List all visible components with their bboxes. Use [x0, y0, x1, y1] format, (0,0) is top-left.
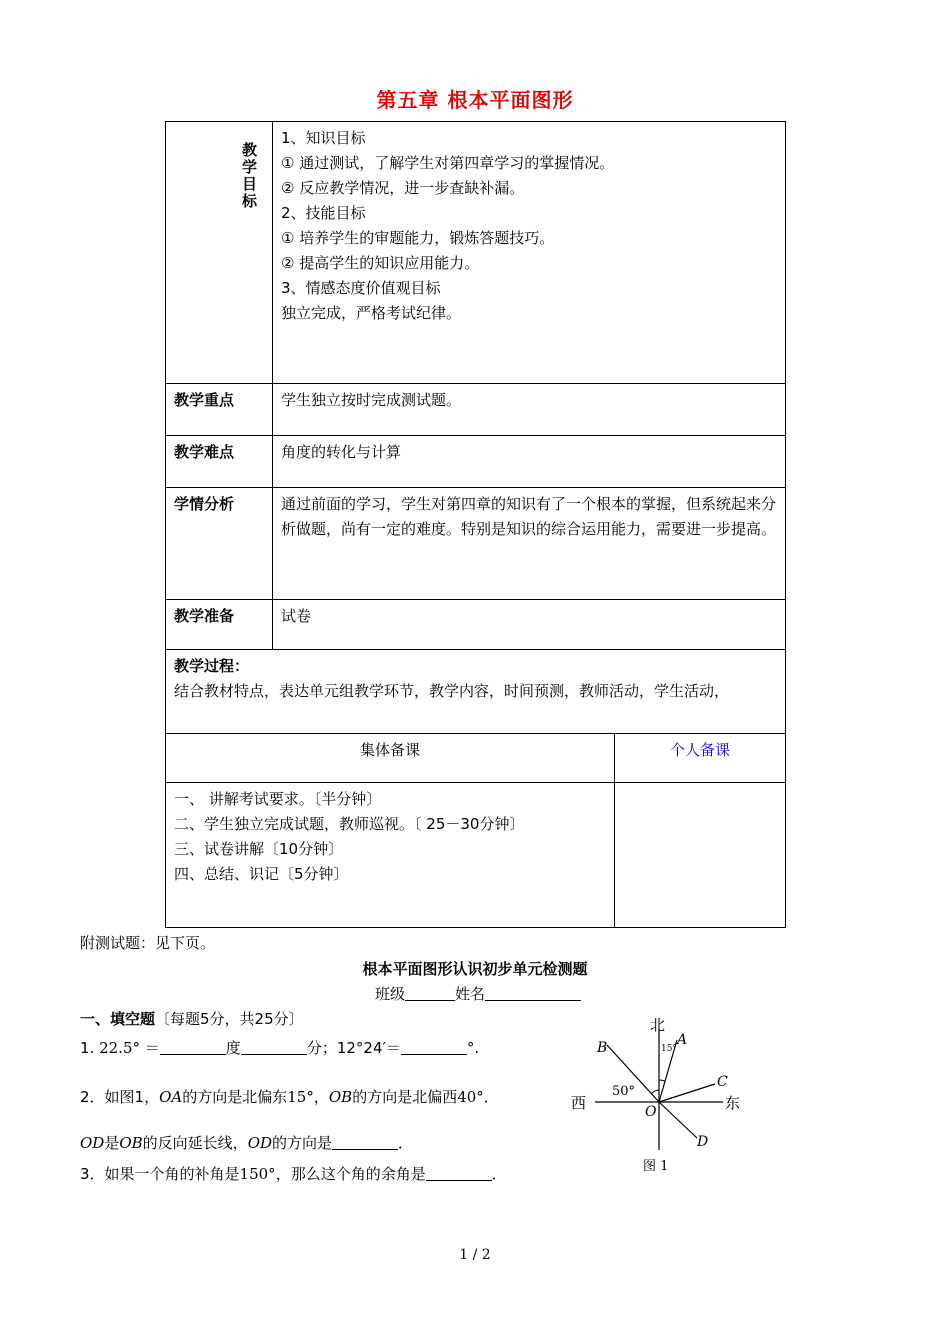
step-line: 二、学生独立完成试题，教师巡视。〔 25－30分钟〕: [174, 814, 525, 833]
question-3: [80, 1163, 507, 1184]
section-title: 一、填空题: [80, 1010, 156, 1028]
angle-arc-a: [659, 1080, 665, 1081]
q2-prefix: 2．如图1，: [80, 1088, 160, 1106]
q2-direction-text-2: 的方向是北偏西: [352, 1088, 458, 1106]
q1-answer-blank[interactable]: [401, 1038, 467, 1055]
compass-figure: [565, 1010, 755, 1180]
objective-line: ① 培养学生的审题能力，锻炼答题技巧。: [281, 229, 555, 247]
q3-angle: 150°: [239, 1165, 276, 1183]
page-title: 第五章 根本平面图形: [376, 88, 574, 112]
q2-angle-2: 40°: [457, 1088, 484, 1106]
point-a-label: A: [677, 1032, 688, 1048]
prep-split-row: [166, 734, 786, 928]
step-line: 一、 讲解考试要求。〔半分钟〕: [174, 789, 382, 808]
step-line: 四、总结、识记〔5分钟〕: [174, 864, 349, 883]
q3-answer-blank[interactable]: [426, 1164, 492, 1181]
q1-minute-blank[interactable]: [241, 1038, 307, 1055]
west-label: 西: [571, 1094, 587, 1112]
figure-caption: 图 1: [643, 1159, 669, 1174]
process-cell: [166, 650, 786, 734]
q2-separator: ，: [313, 1088, 329, 1106]
prep-split-table: [166, 734, 785, 927]
question-1: [80, 1037, 479, 1058]
objective-line: 2、技能目标: [281, 204, 366, 222]
page-number: 1 / 2: [459, 1247, 491, 1263]
q2-angle-1: 15°: [287, 1088, 314, 1106]
point-c-label: C: [717, 1074, 728, 1090]
process-text-cell: [166, 650, 785, 708]
question-2a: [80, 1086, 499, 1107]
objectives-label: 教学目标: [240, 142, 258, 210]
angle-arc-b: [651, 1090, 659, 1094]
q2-ob: OB: [328, 1088, 353, 1106]
q2b-od-2: OD: [247, 1134, 273, 1152]
q1-unit: °.: [466, 1039, 480, 1057]
q1-equals: ＝: [144, 1039, 160, 1057]
analysis-label: 学情分析: [166, 488, 273, 600]
ray-oc: [659, 1084, 715, 1102]
point-o-label: O: [645, 1104, 657, 1120]
personal-label: 个人备课: [669, 741, 730, 759]
objective-line: ② 反应教学情况，进一步查缺补漏。: [281, 179, 525, 197]
objectives-label-cell: [166, 122, 273, 384]
objectives-cell: [273, 122, 786, 384]
personal-cell: [615, 782, 786, 927]
q1-minute-label: 分；: [306, 1039, 337, 1057]
collective-label: 集体备课: [166, 734, 615, 782]
q2b-is: 是: [104, 1134, 120, 1152]
key-value: 学生独立按时完成测试题。: [273, 384, 786, 436]
q1-number: 1.: [80, 1039, 95, 1057]
class-blank[interactable]: [405, 984, 455, 1001]
question-2b: [80, 1132, 413, 1153]
q2-direction-text: 的方向是北偏东: [182, 1088, 288, 1106]
lesson-plan-table: [165, 121, 786, 928]
q1-value: 22.5°: [99, 1039, 140, 1057]
section-note: 〔每题5分，共25分〕: [155, 1010, 304, 1028]
prep-value: 试卷: [273, 600, 786, 650]
q2-oa: OA: [159, 1088, 183, 1106]
quiz-title: 根本平面图形认识初步单元检测题: [362, 960, 588, 978]
analysis-value: 通过前面的学习，学生对第四章的知识有了一个根本的掌握，但系统起来分析做题，尚有一定的难度。特别是知识的综合运用能力，需要进一步提高。: [273, 488, 786, 600]
q2b-ob: OB: [119, 1134, 143, 1152]
east-label: 东: [725, 1094, 741, 1112]
class-name-line: [375, 983, 581, 1004]
q3-text: ，那么这个角的余角是: [275, 1165, 426, 1183]
q2b-end: ．: [398, 1134, 414, 1152]
difficulty-label: 教学难点: [166, 436, 273, 488]
steps-cell: [166, 782, 615, 927]
name-blank[interactable]: [485, 984, 581, 1001]
name-label: 姓名: [455, 985, 486, 1003]
point-d-label: D: [697, 1134, 709, 1150]
point-b-label: B: [597, 1040, 608, 1056]
difficulty-value: 角度的转化与计算: [273, 436, 786, 488]
q1-degree-label: 度: [225, 1039, 241, 1057]
objective-line: ② 提高学生的知识应用能力。: [281, 254, 480, 272]
class-label: 班级: [375, 985, 406, 1003]
objective-line: ① 通过测试，了解学生对第四章学习的掌握情况。: [281, 154, 615, 172]
objective-line: 1、知识目标: [281, 129, 366, 147]
q1-degree-blank[interactable]: [160, 1038, 226, 1055]
process-label: 教学过程：: [174, 657, 250, 675]
process-inner: [166, 650, 785, 708]
q3-prefix: 3．如果一个角的补角是: [80, 1165, 240, 1183]
north-label: 北: [650, 1016, 666, 1034]
q2b-direction-label: 的方向是: [272, 1134, 333, 1152]
q2-end: ．: [483, 1088, 499, 1106]
objective-line: 独立完成，严格考试纪律。: [281, 304, 462, 322]
ray-od: [659, 1102, 697, 1138]
angle-50-label: 50°: [612, 1084, 636, 1099]
q2b-od: OD: [80, 1134, 105, 1152]
attached-note: 附测试题：见下页。: [80, 934, 216, 952]
process-line: 结合教材特点，表达单元组教学环节，教学内容，时间预测，教师活动，学生活动，: [174, 682, 730, 700]
prep-label: 教学准备: [166, 600, 273, 650]
q1-value2: 12°24′＝: [336, 1039, 401, 1057]
step-line: 三、试卷讲解〔10分钟〕: [174, 839, 344, 858]
objective-line: 3、情感态度价值观目标: [281, 279, 441, 297]
q2b-answer-blank[interactable]: [332, 1133, 398, 1150]
key-label: 教学重点: [166, 384, 273, 436]
q3-end: ．: [491, 1165, 507, 1183]
q2b-text: 的反向延长线，: [142, 1134, 248, 1152]
section-heading: [80, 1008, 304, 1029]
angle-15-label: 15°: [661, 1044, 677, 1054]
